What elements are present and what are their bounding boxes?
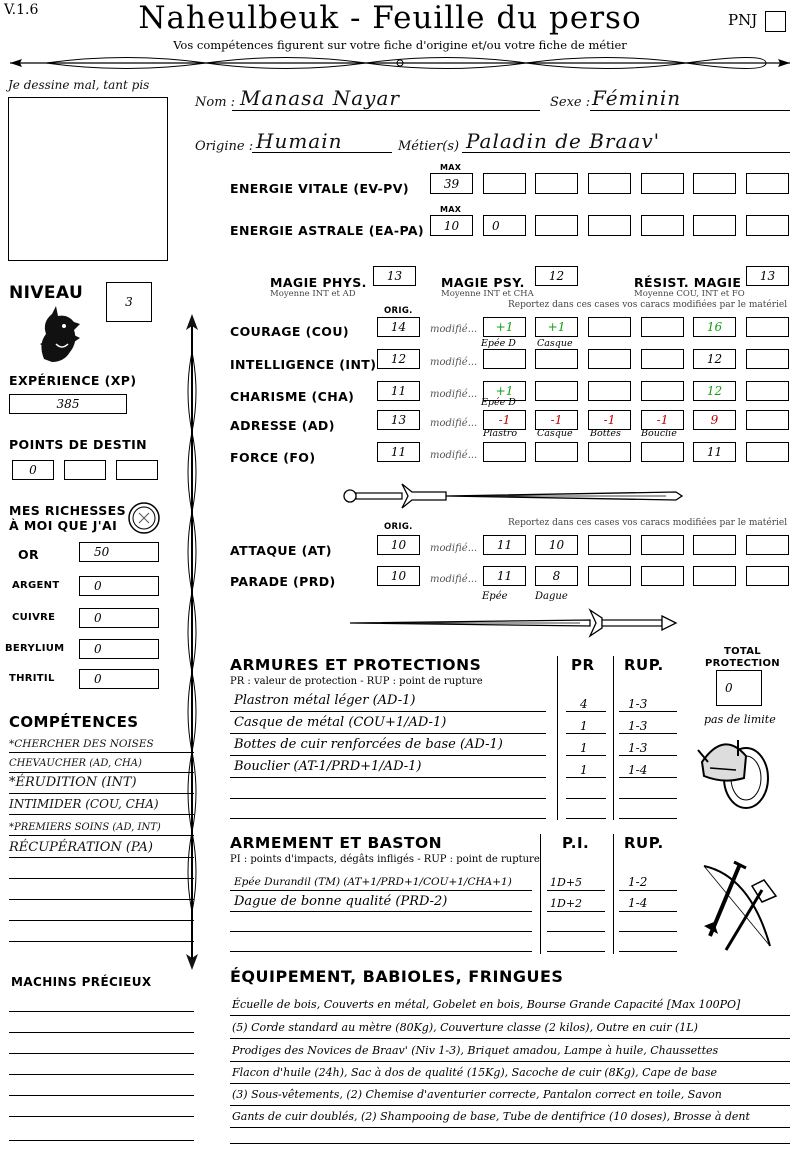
ev-max-label: MAX <box>440 163 462 172</box>
armure-pr[interactable]: 1 <box>580 763 588 777</box>
at-value: 10 <box>390 538 407 552</box>
modif-label: modifié... <box>430 324 478 335</box>
ad-mod-box[interactable] <box>746 410 789 430</box>
armement-note: PI : points d'impacts, dégâts infligés - RUP : point de rupture <box>230 854 540 865</box>
armure-rup[interactable]: 1-3 <box>628 719 648 733</box>
arme-rup[interactable]: 1-2 <box>628 875 648 889</box>
ea-box[interactable] <box>535 215 578 236</box>
armure-pr[interactable]: 1 <box>580 741 588 755</box>
int-final-value: 12 <box>706 352 723 366</box>
weapon-col-label: Dague <box>535 591 568 602</box>
nom-value[interactable]: Manasa Nayar <box>240 86 400 110</box>
berylium-box[interactable] <box>79 639 159 659</box>
cou-mod-value: +1 <box>547 320 566 334</box>
prd-mod-box[interactable] <box>535 566 578 586</box>
cou-final-value: 16 <box>706 320 723 334</box>
ea-max-box[interactable] <box>430 215 473 236</box>
arme-pi[interactable]: 1D+2 <box>550 897 583 910</box>
int-orig-box[interactable] <box>377 349 420 369</box>
ea-box[interactable] <box>693 215 736 236</box>
cou-label: COURAGE (COU) <box>230 324 349 339</box>
metier-label: Métier(s) <box>398 139 460 154</box>
ad-mod-box[interactable] <box>483 410 526 430</box>
xp-value: 385 <box>56 397 80 411</box>
prd-mod-box[interactable] <box>746 566 789 586</box>
arme-pi[interactable]: 1D+5 <box>550 876 583 889</box>
magie-psy-box[interactable] <box>535 266 578 286</box>
rup-header: RUP. <box>624 656 664 674</box>
ev-box[interactable] <box>535 173 578 194</box>
total-label: PROTECTION <box>705 658 780 669</box>
ev-box[interactable] <box>588 173 631 194</box>
thritil-box[interactable] <box>79 669 159 689</box>
helmet-shield-icon <box>694 726 774 816</box>
total-protection-value: 0 <box>725 681 733 695</box>
pr-header: PR <box>571 656 595 674</box>
argent-box[interactable] <box>79 576 159 596</box>
ad-mod-value: -1 <box>656 413 669 427</box>
berylium-label: BERYLIUM <box>5 643 65 654</box>
fo-mod-box[interactable] <box>588 442 631 462</box>
competences-title: COMPÉTENCES <box>9 713 139 731</box>
fo-mod-box[interactable] <box>746 442 789 462</box>
or-value: 50 <box>94 545 110 559</box>
mod-note: Casque <box>537 428 573 439</box>
pnj-label: PNJ <box>728 11 758 29</box>
int-label: INTELLIGENCE (INT) <box>230 357 377 372</box>
ad-mod-value: -1 <box>498 413 511 427</box>
nom-label: Nom : <box>195 95 236 110</box>
armement-title: ARMEMENT ET BASTON <box>230 834 443 852</box>
ad-mod-box[interactable] <box>588 410 631 430</box>
int-mod-box[interactable] <box>746 349 789 369</box>
ev-box[interactable] <box>746 173 789 194</box>
attaque-label: ATTAQUE (AT) <box>230 543 332 558</box>
int-mod-box[interactable] <box>535 349 578 369</box>
parade-label: PARADE (PRD) <box>230 574 336 589</box>
competence-item[interactable]: *ÉRUDITION (INT) <box>9 775 137 790</box>
total-protection-box[interactable] <box>716 670 762 706</box>
magie-psy-label: MAGIE PSY. <box>441 275 525 290</box>
fo-orig-box[interactable] <box>377 442 420 462</box>
spear-ornament <box>180 312 204 972</box>
armure-name[interactable]: Bouclier (AT-1/PRD+1/AD-1) <box>234 759 422 774</box>
orig-label: ORIG. <box>384 522 413 532</box>
niveau-box[interactable] <box>106 282 152 322</box>
cha-final-box[interactable] <box>693 381 736 401</box>
richesses-label-1: MES RICHESSES <box>9 503 126 518</box>
ev-max-box[interactable] <box>430 173 473 194</box>
header-vine-ornament <box>6 50 794 76</box>
equipement-line[interactable]: (3) Sous-vêtements, (2) Chemise d'aventurier correcte, Pantalon correct en toile, Savon <box>232 1088 722 1101</box>
thritil-label: THRITIL <box>9 673 55 684</box>
cha-mod-box[interactable] <box>641 381 684 401</box>
prd-mod-value: 11 <box>496 569 513 583</box>
cou-mod-value: +1 <box>495 320 514 334</box>
competence-item[interactable]: CHEVAUCHER (AD, CHA) <box>9 758 142 769</box>
ad-mod-value: -1 <box>550 413 563 427</box>
ea-label: ENERGIE ASTRALE (EA-PA) <box>230 223 425 238</box>
pas-de-limite-label: pas de limite <box>704 713 776 726</box>
arme-name[interactable]: Epée Durandil (TM) (AT+1/PRD+1/COU+1/CHA+1) <box>234 876 512 888</box>
ev-box[interactable] <box>483 173 526 194</box>
version-label: V.1.6 <box>4 2 39 18</box>
armure-name[interactable]: Plastron métal léger (AD-1) <box>234 693 416 708</box>
ev-label: ENERGIE VITALE (EV-PV) <box>230 181 409 196</box>
resist-magie-box[interactable] <box>746 266 789 286</box>
fo-mod-box[interactable] <box>641 442 684 462</box>
ea-box[interactable] <box>588 215 631 236</box>
portrait-box[interactable] <box>8 97 168 261</box>
cou-mod-box[interactable] <box>483 317 526 337</box>
sexe-value[interactable]: Féminin <box>592 86 682 110</box>
fo-label: FORCE (FO) <box>230 450 316 465</box>
xp-label: EXPÉRIENCE (XP) <box>9 373 137 388</box>
weapons-icon <box>690 856 790 956</box>
equipement-line[interactable]: Écuelle de bois, Couverts en métal, Gobelet en bois, Bourse Grande Capacité [Max 100PO] <box>232 998 741 1011</box>
metier-value[interactable]: Paladin de Braav' <box>466 129 661 153</box>
cha-mod-box[interactable] <box>746 381 789 401</box>
total-label: TOTAL <box>724 646 761 657</box>
destin-box[interactable] <box>12 460 54 480</box>
rup-header: RUP. <box>624 834 664 852</box>
ea-max-value: 10 <box>443 218 460 233</box>
magie-psy-value: 12 <box>548 269 565 283</box>
at-mod-value: 11 <box>496 538 513 552</box>
page-title: Naheulbeuk - Feuille du perso <box>138 0 642 36</box>
armure-pr[interactable]: 1 <box>580 719 588 733</box>
resist-magie-note: Moyenne COU, INT et FO <box>634 289 745 299</box>
competence-item[interactable]: RÉCUPÉRATION (PA) <box>9 840 153 855</box>
destin-label: POINTS DE DESTIN <box>9 437 148 452</box>
fo-final-box[interactable] <box>693 442 736 462</box>
resist-magie-value: 13 <box>759 269 776 283</box>
cou-mod-box[interactable] <box>641 317 684 337</box>
at-mod-box[interactable] <box>641 535 684 555</box>
cha-orig-box[interactable] <box>377 381 420 401</box>
at-mod-value: 10 <box>548 538 565 552</box>
fo-mod-box[interactable] <box>535 442 578 462</box>
competence-item[interactable]: *PREMIERS SOINS (AD, INT) <box>9 822 161 833</box>
ad-mod-value: -1 <box>603 413 616 427</box>
cou-value: 14 <box>390 320 407 334</box>
arme-name[interactable]: Dague de bonne qualité (PRD-2) <box>234 894 448 909</box>
armure-rup[interactable]: 1-4 <box>628 763 648 777</box>
armures-note: PR : valeur de protection - RUP : point de rupture <box>230 676 483 687</box>
at-mod-box[interactable] <box>588 535 631 555</box>
equipement-line[interactable]: Gants de cuir doublés, (2) Shampooing de base, Tube de dentifrice (10 doses), Brosse à dent <box>232 1110 750 1123</box>
magie-psy-note: Moyenne INT et CHA <box>441 289 534 299</box>
int-mod-box[interactable] <box>641 349 684 369</box>
mod-note: Bouclie <box>641 428 677 439</box>
armure-name[interactable]: Casque de métal (COU+1/AD-1) <box>234 715 447 730</box>
ea-current-value: 0 <box>492 218 500 233</box>
or-box[interactable] <box>79 542 159 562</box>
ea-box[interactable] <box>483 215 526 236</box>
at-mod-box[interactable] <box>483 535 526 555</box>
armures-title: ARMURES ET PROTECTIONS <box>230 656 482 674</box>
equipement-title: ÉQUIPEMENT, BABIOLES, FRINGUES <box>230 967 564 986</box>
fo-final-value: 11 <box>706 445 723 459</box>
cuivre-label: CUIVRE <box>12 612 56 623</box>
at-orig-box[interactable] <box>377 535 420 555</box>
magie-phys-box[interactable] <box>373 266 416 286</box>
origine-value[interactable]: Humain <box>256 129 343 153</box>
portrait-label: Je dessine mal, tant pis <box>8 78 150 92</box>
competence-item[interactable]: INTIMIDER (COU, CHA) <box>9 797 159 811</box>
modif-label: modifié... <box>430 543 478 554</box>
orig-label: ORIG. <box>384 306 413 316</box>
armure-rup[interactable]: 1-3 <box>628 741 648 755</box>
cha-mod-box[interactable] <box>535 381 578 401</box>
ad-value: 13 <box>390 413 407 427</box>
cha-mod-box[interactable] <box>588 381 631 401</box>
cou-final-box[interactable] <box>693 317 736 337</box>
prd-mod-box[interactable] <box>483 566 526 586</box>
prd-mod-box[interactable] <box>641 566 684 586</box>
combat-report-note: Reportez dans ces cases vos caracs modifiées par le matériel <box>508 518 788 528</box>
mod-note: Casque <box>537 338 573 349</box>
mod-note: Epée D <box>481 397 516 408</box>
ad-final-box[interactable] <box>693 410 736 430</box>
prd-mod-box[interactable] <box>693 566 736 586</box>
dragon-icon <box>34 304 82 366</box>
ad-orig-box[interactable] <box>377 410 420 430</box>
armure-rup[interactable]: 1-3 <box>628 697 648 711</box>
ea-max-label: MAX <box>440 205 462 214</box>
equipement-line[interactable]: Prodiges des Novices de Braav' (Niv 1-3), Briquet amadou, Lampe à huile, Chaussettes <box>232 1044 719 1057</box>
modif-label: modifié... <box>430 389 478 400</box>
destin-box[interactable] <box>116 460 158 480</box>
mod-note: Bottes <box>590 428 621 439</box>
at-mod-box[interactable] <box>535 535 578 555</box>
thritil-value: 0 <box>94 672 102 686</box>
equipement-line[interactable]: Flacon d'huile (24h), Sac à dos de qualité (15Kg), Sacoche de cuir (8Kg), Cape de base <box>232 1066 717 1079</box>
sword-ornament <box>340 606 690 640</box>
pi-header: P.I. <box>562 834 590 852</box>
magie-phys-label: MAGIE PHYS. <box>270 275 367 290</box>
weapon-col-label: Epée <box>482 591 508 602</box>
argent-value: 0 <box>94 579 102 593</box>
mod-note: Plastro <box>483 428 518 439</box>
modif-label: modifié... <box>430 357 478 368</box>
cuivre-value: 0 <box>94 611 102 625</box>
cha-label: CHARISME (CHA) <box>230 389 355 404</box>
ad-mod-box[interactable] <box>535 410 578 430</box>
fo-value: 11 <box>390 445 407 459</box>
origine-label: Origine : <box>195 139 254 154</box>
resist-magie-label: RÉSIST. MAGIE <box>634 275 742 290</box>
at-mod-box[interactable] <box>693 535 736 555</box>
cou-mod-box[interactable] <box>588 317 631 337</box>
armure-pr[interactable]: 4 <box>580 697 588 711</box>
cou-mod-box[interactable] <box>746 317 789 337</box>
cha-mod-value: +1 <box>495 384 514 398</box>
int-value: 12 <box>390 352 407 366</box>
ad-mod-box[interactable] <box>641 410 684 430</box>
coin-icon <box>127 501 161 535</box>
prd-value: 10 <box>390 569 407 583</box>
modif-label: modifié... <box>430 418 478 429</box>
richesses-label-2: À MOI QUE J'AI <box>9 518 118 533</box>
prd-mod-box[interactable] <box>588 566 631 586</box>
ev-box[interactable] <box>693 173 736 194</box>
niveau-label: NIVEAU <box>9 283 84 303</box>
stats-report-note: Reportez dans ces cases vos caracs modifiées par le matériel <box>508 300 788 310</box>
berylium-value: 0 <box>94 642 102 656</box>
armure-name[interactable]: Bottes de cuir renforcées de base (AD-1) <box>234 737 503 752</box>
modif-label: modifié... <box>430 574 478 585</box>
cuivre-box[interactable] <box>79 608 159 628</box>
arme-rup[interactable]: 1-4 <box>628 896 648 910</box>
cou-orig-box[interactable] <box>377 317 420 337</box>
pnj-checkbox[interactable] <box>765 11 786 32</box>
machins-title: MACHINS PRÉCIEUX <box>11 975 152 989</box>
page-subtitle: Vos compétences figurent sur votre fiche d'origine et/ou votre fiche de métier <box>173 38 627 52</box>
magie-phys-note: Moyenne INT et AD <box>270 289 356 299</box>
xp-box[interactable] <box>9 394 127 414</box>
prd-mod-value: 8 <box>552 569 561 583</box>
cou-mod-box[interactable] <box>535 317 578 337</box>
int-mod-box[interactable] <box>483 349 526 369</box>
prd-orig-box[interactable] <box>377 566 420 586</box>
destin-value: 0 <box>29 463 37 477</box>
ad-final-value: 9 <box>710 413 719 427</box>
sword-ornament <box>336 480 686 512</box>
niveau-value: 3 <box>125 295 133 309</box>
mod-note: Epée D <box>481 338 516 349</box>
ea-box[interactable] <box>641 215 684 236</box>
destin-box[interactable] <box>64 460 106 480</box>
sexe-label: Sexe : <box>550 95 591 110</box>
or-label: OR <box>18 547 40 562</box>
fo-mod-box[interactable] <box>483 442 526 462</box>
argent-label: ARGENT <box>12 580 60 591</box>
cha-final-value: 12 <box>706 384 723 398</box>
at-mod-box[interactable] <box>746 535 789 555</box>
cha-value: 11 <box>390 384 407 398</box>
magie-phys-value: 13 <box>386 269 403 283</box>
ea-box[interactable] <box>746 215 789 236</box>
ev-max-value: 39 <box>443 176 460 191</box>
ev-box[interactable] <box>641 173 684 194</box>
equipement-line[interactable]: (5) Corde standard au mètre (80Kg), Couverture classe (2 kilos), Outre en cuir (1L) <box>232 1021 698 1034</box>
int-final-box[interactable] <box>693 349 736 369</box>
int-mod-box[interactable] <box>588 349 631 369</box>
modif-label: modifié... <box>430 450 478 461</box>
ad-label: ADRESSE (AD) <box>230 418 335 433</box>
competence-item[interactable]: *CHERCHER DES NOISES <box>9 738 154 750</box>
